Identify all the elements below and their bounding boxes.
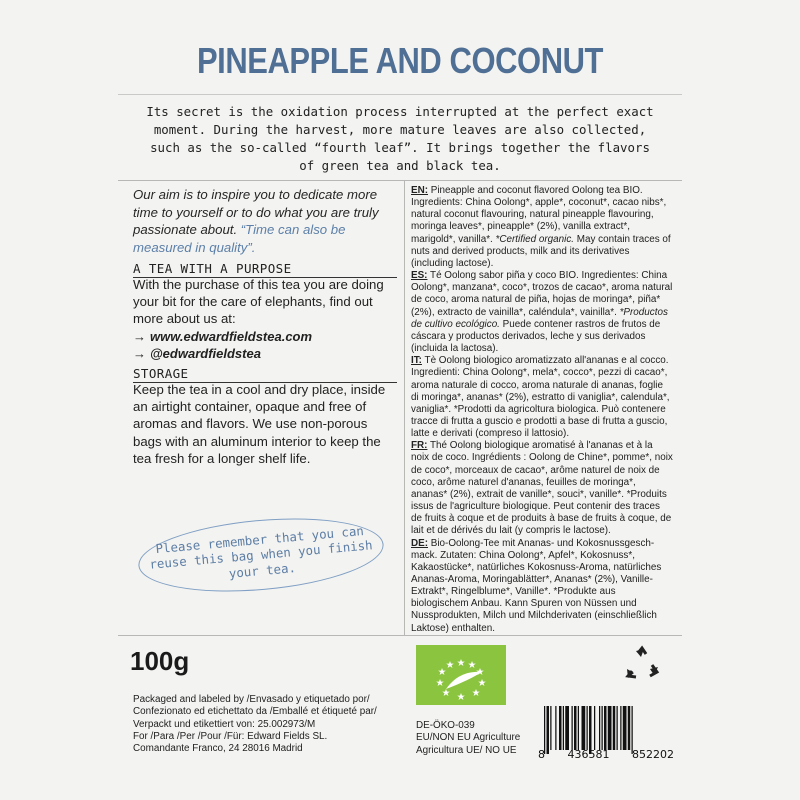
intro-text: Its secret is the oxidation process interrupted at the perfect exact moment. During the harvest, more mature leaves are also collected, such as the so-called “fourth leaf”. It brings together the flavors of green tea and black tea. [146,104,654,173]
social-link[interactable] [133,345,399,363]
page-title: PINEAPPLE AND COCONUT [196,40,604,81]
barcode-bar [604,706,607,750]
barcode-bar [565,706,569,750]
eu-organic-leaf-icon [416,645,506,705]
barcode-bar [544,706,545,754]
barcode-bar [547,706,550,754]
barcode-bar [613,706,616,750]
reuse-text: Please remember that you can reuse this bag when you finish your tea. [148,522,374,581]
purpose-heading: A TEA WITH A PURPOSE [133,261,397,278]
packager-line: Confezionato ed etichettato da /Emballé et étiqueté par/ [133,706,377,718]
social-label: @edwardfieldstea [150,346,261,362]
storage-heading: STORAGE [133,366,397,383]
barcode-bar [602,706,603,750]
aim-block [133,186,397,256]
barcode-bar [563,706,564,750]
cert-line: EU/NON EU Agriculture [416,732,521,744]
barcode-digit-group: 8 [538,748,545,761]
ingredients-column [411,185,673,635]
website-label: www.edwardfieldstea.com [150,328,313,344]
storage-text: Keep the tea in a cool and dry place, inside an airtight container, opaque and free of aromas and flavors. We use non-porous bags with an aluminum interior to keep the tea fresh for a longer shelf life. [133,382,386,466]
barcode-bar [608,706,612,750]
lang-code-es: ES: [411,270,428,282]
purpose-text: With the purchase of this tea you are doing your bit for the care of elephants, find out more about us at: [133,277,384,327]
barcode-bar [574,706,577,750]
barcode-bar [559,706,562,750]
barcode-bar [587,706,588,750]
it-text: Tè Oolong biologico aromatizzato all'ananas e al cocco. Ingredienti: China Oolong*, mela*, cocco*, pezzi di cacao*, aroma naturale di cocco, aroma naturale di ananas, foglie di moringa*, ananas* (2%), estratto di vaniglia*, calendula*, vaniglia*. *Prodotti da agricoltura biologica. Può contenere tracce di frutta a guscio e prodotti a base di frutta a guscio, latte e derivati (compreso il lattosio). [411,355,670,440]
fr-text: Thé Oolong biologique aromatisé à l'ananas et à la noix de coco. Ingrédients : Oolong de Chine*, pomme*, noix de coco*, morceaux de cacao*, arôme naturel de noix de coco, arôme naturel d'ananas, feuilles de moringa*, ananas* (2%), extrait de vanille*, souci*, vanille*. *Produits issus de l'agriculture biologique. Peut contenir des traces de fruits à coque et de produits à base de fruits à coque, de lait et de dérivés du lait (y compris le lactose). [411,440,673,537]
arrow-right-icon: → [133,328,146,344]
aim-statement: Our aim is to inspire you to dedicate more time to yourself or to do what you are truly passionate about. [133,187,379,237]
barcode-bar [628,706,631,750]
en-text: Pineapple and coconut flavored Oolong tea BIO. Ingredients: China Oolong*, apple*, coconut*, cacao nibs*, natural coconut flavouring, natural pineapple flavouring, moringa leaves*, pineapple* (2%), vanilla extract*, marigold*, vanilla*. [411,185,667,245]
barcode-bar [550,706,551,750]
ingredients-it [411,355,673,440]
barcode-bar [589,706,592,754]
arrow-right-icon: → [133,346,146,362]
column-divider [404,180,405,635]
organic-certification [416,720,536,757]
es-organic-note: *Productos de cultivo ecológico. [411,306,668,330]
lang-code-en: EN: [411,185,429,196]
lang-code-it: IT: [411,355,422,367]
ingredients-de [411,538,673,635]
barcode-number [538,748,674,761]
barcode-digit-group: 436581 [567,748,610,761]
ingredients-en [411,185,673,270]
packager-line: For /Para /Per /Pour /Für: Edward Fields SL. [133,730,328,742]
net-weight: 100g [130,646,190,676]
title-divider [118,94,682,95]
cert-code: DE-ÖKO-039 [416,720,475,731]
section-divider-bottom [118,635,682,636]
ingredients-es [411,270,673,355]
aim-text [133,186,397,256]
reuse-bubble [135,509,386,600]
website-link[interactable] [133,328,399,346]
lang-code-fr: FR: [411,440,428,452]
purpose-block [133,276,399,363]
barcode-bar [594,706,595,750]
section-divider-top [118,180,682,181]
barcode-bar [582,706,586,750]
cert-line: Agricultura UE/ NO UE [416,744,517,756]
ingredients-fr [411,440,673,537]
barcode-bar [632,706,633,754]
barcode-bar [620,706,621,750]
de-text: Bio-Oolong-Tee mit Ananas- und Kokosnussgesch-mack. Zutaten: China Oolong*, Apfel*, Kokosnuss*, Kakaostücke*, natürliches Kokosnuss-Aroma, natürliches Ananas-Aroma, Moringablätter*, Ananas* (2%), Vanille-Extrakt*, Ringelblume*, Vanille*. *Produkte aus biologischem Anbau. Kann Spuren von Nüssen und Nussprodukten, Milch und Milchderivaten (einschließlich Laktose) enthalten. [411,537,662,634]
es-text: Té Oolong sabor piña y coco BIO. Ingredientes: China Oolong*, manzana*, coco*, trozos de cacao*, aroma natural de coco, aroma natural de piña, hojas de moringa*, piña* (2%), extracto de vainilla*, caléndula*, vainilla*. [411,270,673,318]
packager-info [133,694,403,755]
aim-quote: “Time can also be measured in quality”. [133,222,346,255]
lang-code-de: DE: [411,537,429,549]
barcode-bar [599,706,600,750]
barcode-bar [623,706,627,750]
packager-line: Packaged and labeled by /Envasado y etiquetado por/ [133,694,370,705]
packager-line: Comandante Franco, 24 28016 Madrid [133,743,303,755]
barcode-digit-group: 852202 [632,748,674,761]
en-text-2: May contain traces of nuts and derived products, milk and its derivatives (including lactose). [411,233,671,269]
recycle-icon [624,645,660,681]
barcode-bar [617,706,618,750]
barcode-bar [572,706,573,750]
barcode-bar [578,706,579,750]
barcode-bar [555,706,556,750]
es-text-2: Puede contener rastros de frutos de cáscara y productos derivados, leche y sus derivados (incluida la lactosa). [411,318,661,355]
en-organic-note: *Certified organic. [495,233,575,245]
packager-line: Verpackt und etikettiert von: 25.002973/M [133,718,316,730]
